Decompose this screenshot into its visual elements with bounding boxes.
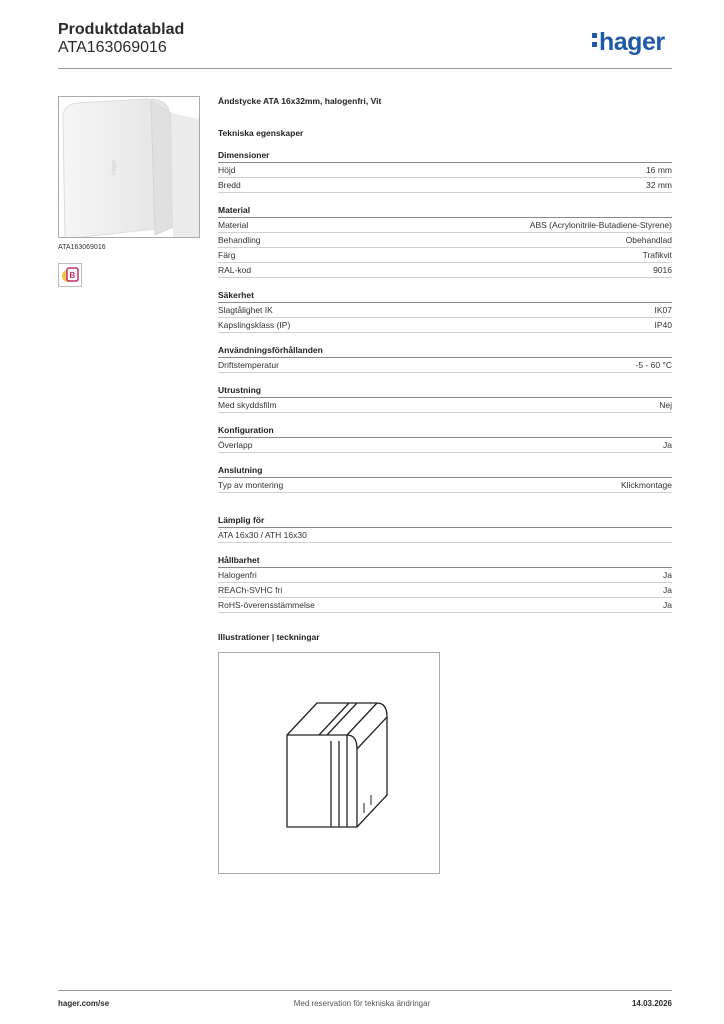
spec-value: 32 mm [646,180,672,190]
spec-key: Med skyddsfilm [218,400,277,410]
spec-key: REACh-SVHC fri [218,585,283,595]
spec-row [218,233,672,248]
spec-key: Kapslingsklass (IP) [218,320,291,330]
spec-key: Färg [218,250,236,260]
end-cap-drawing-icon [219,653,439,873]
spec-row [218,163,672,178]
spec-row [218,218,672,233]
spec-row [218,303,672,318]
section-användningsförhållanden [218,345,672,373]
spec-value: Nej [659,400,672,410]
technical-heading: Tekniska egenskaper [218,128,304,138]
spec-value: Klickmontage [620,480,672,490]
spec-row [218,478,672,493]
specifications [218,96,672,613]
illustrations-heading: Illustrationer | teckningar [218,632,320,642]
spec-key: Driftstemperatur [218,360,279,370]
section-säkerhet [218,290,672,333]
spec-value: Ja [663,440,672,450]
spec-key: Typ av montering [218,480,284,490]
section-anslutning [218,465,672,493]
hager-logo [592,30,665,55]
photo-caption: ATA163069016 [58,244,106,251]
section-title: Säkerhet [218,290,672,303]
logo-text: hager [599,28,665,56]
halogen-free-badge [58,263,82,287]
spec-key: Slagtålighet IK [218,305,273,315]
spec-key: Behandling [218,235,261,245]
spec-value: Obehandlad [625,235,672,245]
spec-row [218,568,672,583]
spec-value: Ja [663,585,672,595]
footer-disclaimer: Med reservation för tekniska ändringar [293,999,431,1008]
header-divider [58,68,672,69]
footer-website: hager.com/se [58,999,110,1008]
spec-value: 9016 [653,265,672,275]
spec-row [218,358,672,373]
page-title: Produktdatablad [58,21,185,38]
spec-row [218,528,672,543]
section-suitable [218,515,672,543]
spec-key: Material [218,220,249,230]
product-name: Ändstycke ATA 16x32mm, halogenfri, Vit [218,96,382,106]
spec-row [218,398,672,413]
spec-value: Ja [663,570,672,580]
section-title: Användningsförhållanden [218,345,672,358]
svg-text:B: B [69,271,76,280]
section-material [218,205,672,278]
section-title: Lämplig för [218,515,672,528]
spec-value: IP40 [654,320,672,330]
footer-date: 14.03.2026 [631,999,672,1008]
section-title: Anslutning [218,465,672,478]
line-drawing [218,652,440,874]
spec-value: Trafikvit [642,250,672,260]
spec-value: 16 mm [646,165,672,175]
section-title: Material [218,205,672,218]
spec-row [218,178,672,193]
spec-row [218,583,672,598]
spec-key: RoHS-överensstämmelse [218,600,315,610]
spec-value: ABS (Acrylonitrile-Butadiene-Styrene) [529,220,672,230]
spec-value: Ja [663,600,672,610]
spec-row [218,318,672,333]
spec-key: Överlapp [218,440,253,450]
section-dimensioner [218,150,672,193]
logo-dots-icon [592,30,597,51]
svg-text:hager: hager [111,159,118,176]
section-sustainability [218,555,672,613]
section-title: Utrustning [218,385,672,398]
spec-key: Halogenfri [218,570,257,580]
spec-key: ATA 16x30 / ATH 16x30 [218,530,307,540]
spec-row [218,263,672,278]
footer-divider [58,990,672,991]
spec-row [218,438,672,453]
spec-key: RAL-kod [218,265,252,275]
product-code: ATA163069016 [58,39,167,56]
spec-row [218,598,672,613]
section-title: Dimensioner [218,150,672,163]
spec-row [218,248,672,263]
halogen-free-icon [59,264,81,286]
spec-value: -5 - 60 °C [635,360,672,370]
section-konfiguration [218,425,672,453]
product-photo [58,96,200,238]
section-title: Konfiguration [218,425,672,438]
spec-value: IK07 [654,305,672,315]
spec-key: Bredd [218,180,241,190]
section-utrustning [218,385,672,413]
section-title: Hållbarhet [218,555,672,568]
end-cap-photo-icon [59,97,200,238]
spec-key: Höjd [218,165,236,175]
